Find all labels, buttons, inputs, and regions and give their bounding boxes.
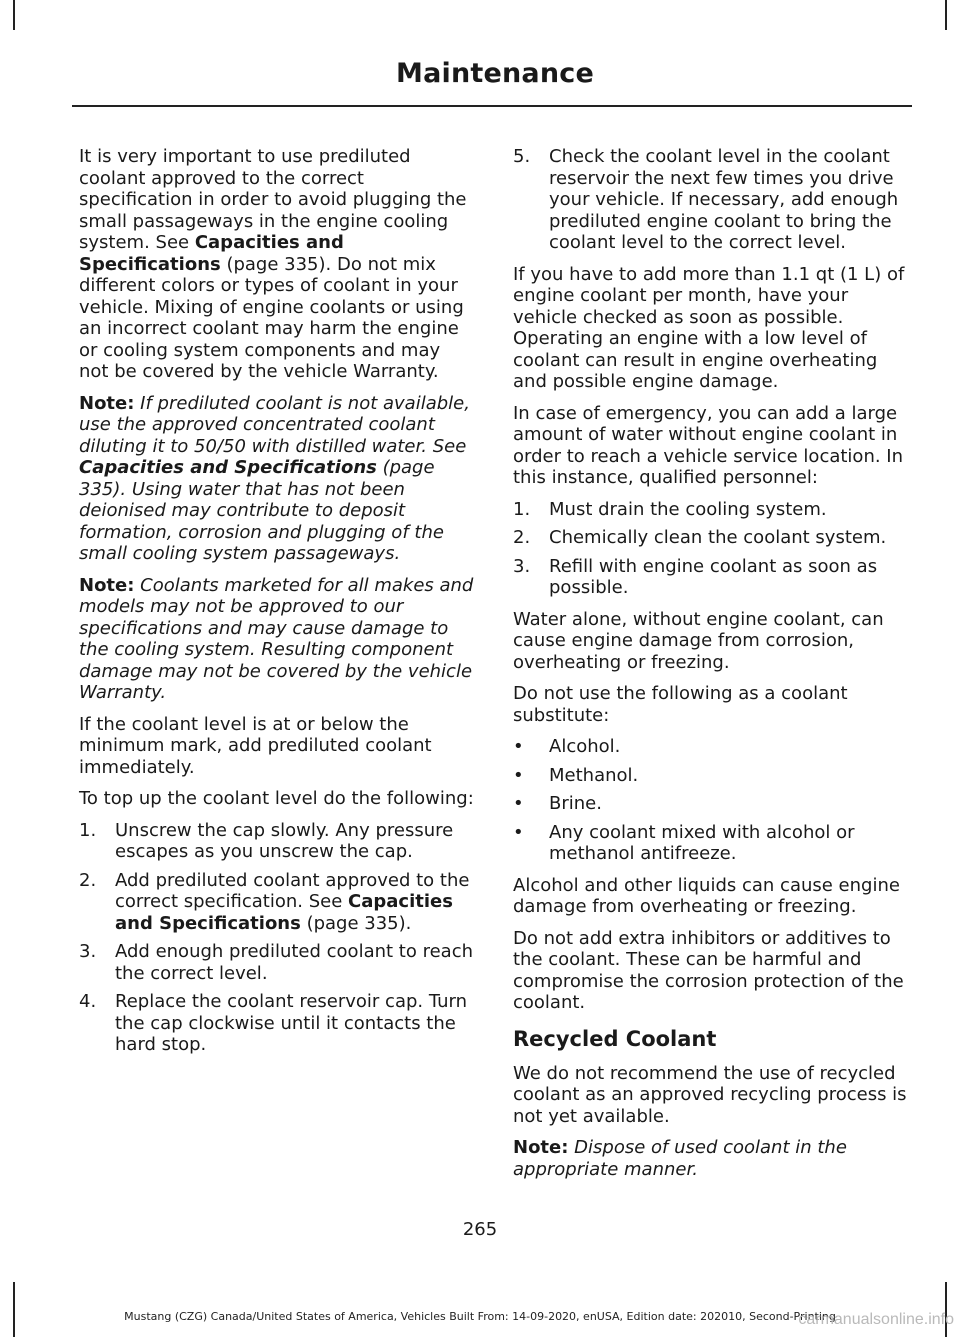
capacities-link[interactable]: Capacities and Specifications [79, 232, 344, 275]
top-up-steps [79, 820, 475, 1056]
watermark: carmanualsonline.info [798, 1311, 954, 1328]
list-item: • Any coolant mixed with alcohol or methanol antifreeze. [513, 821, 855, 864]
footer-text: Mustang (CZG) Canada/United States of America, Vehicles Built From: 14-09-2020, enUSA, Edition date: 202010, Second-Printing [124, 1310, 836, 1323]
bullet-icon: • [513, 821, 524, 843]
note-label: Note: [79, 574, 135, 596]
header-divider [72, 105, 912, 107]
list-item: • Alcohol. [513, 736, 621, 757]
substitute-list [513, 736, 908, 865]
list-item: 1. Must drain the cooling system. [513, 498, 827, 520]
note-label: Note: [79, 392, 135, 414]
capacities-link[interactable]: Capacities and Specifications [79, 457, 377, 478]
top-up-intro: To top up the coolant level do the following: [79, 788, 474, 809]
list-item: 3. Refill with engine coolant as soon as possible. [513, 555, 878, 598]
list-item: • Brine. [513, 793, 602, 814]
list-item: 2. Add prediluted coolant approved to the correct specification. See Capacities and Specifications (page 335). [79, 869, 470, 934]
coolant-level-paragraph: If the coolant level is at or below the minimum mark, add prediluted coolant immediately. [79, 713, 432, 778]
left-column [79, 146, 475, 1066]
capacities-link[interactable]: Capacities and Specifications [115, 891, 453, 934]
emergency-paragraph: In case of emergency, you can add a large amount of water without engine coolant in order to reach a vehicle service location. In this instance, qualified personnel: [513, 402, 904, 488]
list-item: 4. Replace the coolant reservoir cap. Turn the cap clockwise until it contacts the hard stop. [79, 991, 468, 1055]
note-label: Note: [513, 1137, 569, 1158]
crop-mark-top-left [13, 0, 15, 30]
bullet-icon: • [513, 793, 524, 814]
page-title: Maintenance [396, 58, 594, 89]
alcohol-paragraph: Alcohol and other liquids can cause engine damage from overheating or freezing. [513, 874, 900, 917]
list-item: • Methanol. [513, 764, 639, 786]
section-heading: Recycled Coolant [513, 1026, 717, 1051]
list-item: 3. Add enough prediluted coolant to reach the correct level. [79, 941, 473, 984]
list-item: 5. Check the coolant level in the coolant reservoir the next few times you drive your vehicle. If necessary, add enough prediluted engine coolant to bring the coolant level to the correct level. [513, 146, 899, 253]
bullet-icon: • [513, 736, 524, 757]
recycled-paragraph: We do not recommend the use of recycled coolant as an approved recycling process is not yet available. [513, 1062, 907, 1127]
page-number: 265 [462, 1219, 498, 1240]
list-item: 1. Unscrew the cap slowly. Any pressure escapes as you unscrew the cap. [79, 819, 454, 862]
right-column [513, 146, 908, 1190]
substitute-intro: Do not use the following as a coolant substitute: [513, 683, 848, 726]
inhibitors-paragraph: Do not add extra inhibitors or additives to the coolant. These can be harmful and compromise the corrosion protection of the coolant. [513, 927, 904, 1013]
list-item: 2. Chemically clean the coolant system. [513, 527, 887, 548]
emergency-steps [513, 499, 908, 599]
monthly-coolant-paragraph: If you have to add more than 1.1 qt (1 L) of engine coolant per month, have your vehicle checked as soon as possible. Operating an engine with a low level of coolant can result in engine overheating and possible engine damage. [513, 263, 905, 392]
note-prediluted: Note: If prediluted coolant is not available, use the approved concentrated coolant diluting it to 50/50 with distilled water. See Capacities and Specifications (page 335). Using water that has not been deionised may contribute to deposit formation, corrosion and plugging of the small cooling system passageways. [79, 392, 470, 564]
intro-paragraph: It is very important to use prediluted coolant approved to the correct specification in order to avoid plugging the small passageways in the engine cooling system. See Capacities and Specifications (page 335). Do not mix different colors or types of coolant in your vehicle. Mixing of engine coolants or using an incorrect coolant may harm the engine or cooling system components and may not be covered by the vehicle Warranty. [79, 146, 467, 382]
note-dispose: Note: Dispose of used coolant in the appropriate manner. [513, 1137, 847, 1180]
note-coolants-marketed: Note: Coolants marketed for all makes and models may not be approved to our specifications and may cause damage to the cooling system. Resulting component damage may not be covered by the vehicle Warranty. [79, 574, 474, 703]
top-up-steps-continued [513, 146, 908, 254]
crop-mark-top-right [945, 0, 947, 30]
bullet-icon: • [513, 764, 524, 786]
water-alone-paragraph: Water alone, without engine coolant, can cause engine damage from corrosion, overheating or freezing. [513, 608, 884, 673]
